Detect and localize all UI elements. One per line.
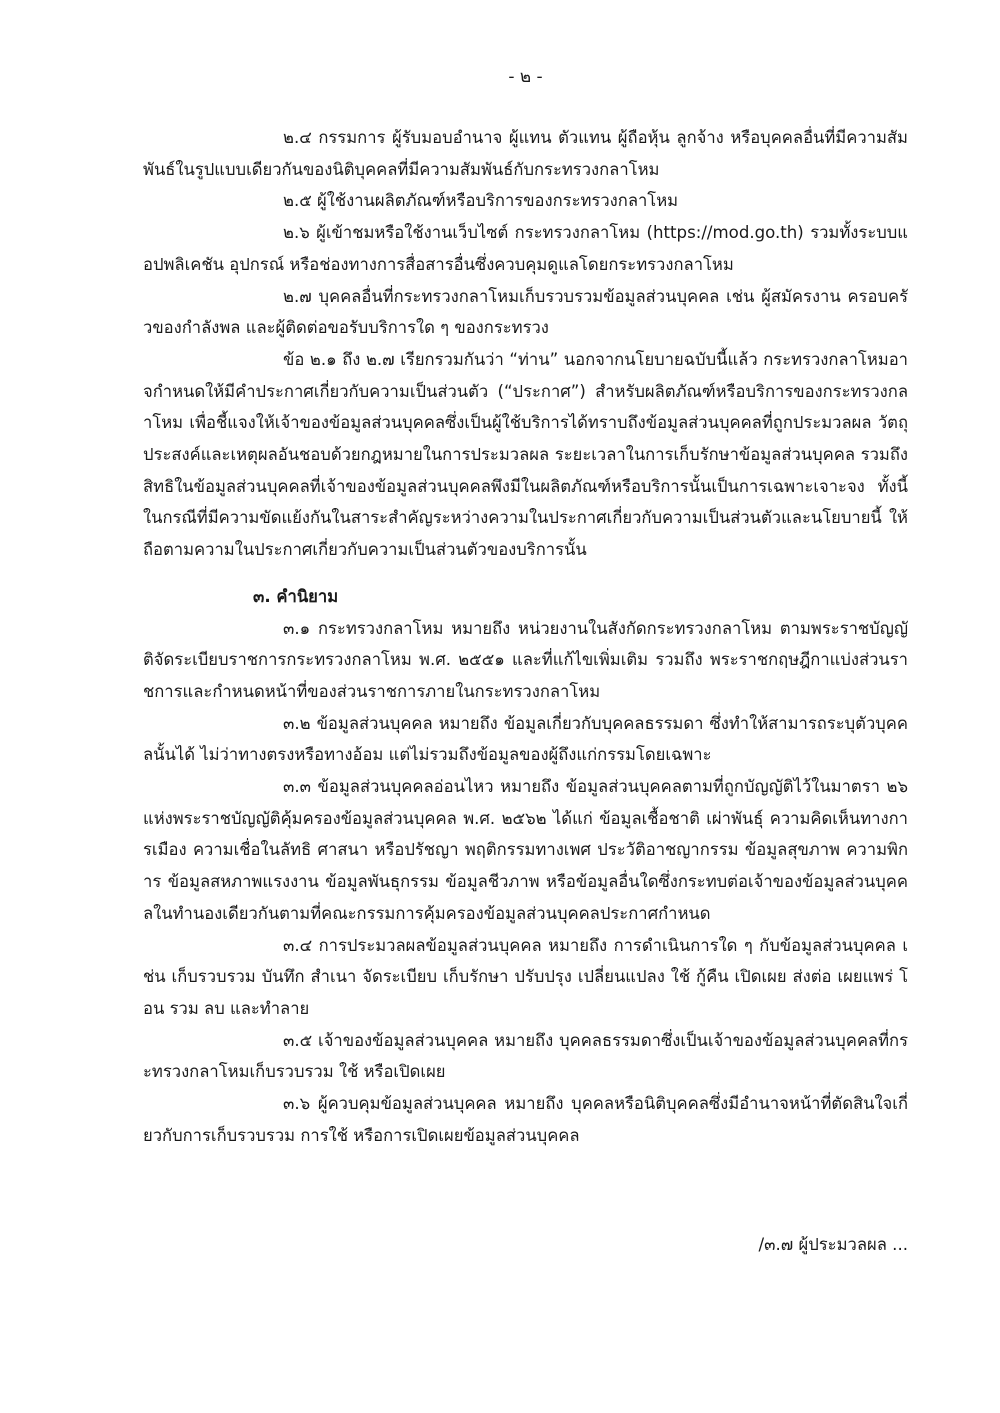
section-heading-definitions: ๓. คำนิยาม [253, 586, 339, 606]
document-page [143, 0, 908, 1413]
paragraph-3-5: ๓.๕ เจ้าของข้อมูลส่วนบุคคล หมายถึง บุคคลธรรมดาซึ่งเป็นเจ้าของข้อมูลส่วนบุคคลที่กระทรวงกลาโหมเก็บรวบรวม ใช้ หรือเปิดเผย [143, 1030, 908, 1082]
paragraph-2-7: ๒.๗ บุคคลอื่นที่กระทรวงกลาโหมเก็บรวบรวมข้อมูลส่วนบุคคล เช่น ผู้สมัครงาน ครอบครัวของกำลังพล และผู้ติดต่อขอรับบริการใด ๆ ของกระทรวง [143, 286, 908, 338]
paragraph-3-1: ๓.๑ กระทรวงกลาโหม หมายถึง หน่วยงานในสังกัดกระทรวงกลาโหม ตามพระราชบัญญัติจัดระเบียบราชการกระทรวงกลาโหม พ.ศ. ๒๕๕๑ และที่แก้ไขเพิ่มเติม รวมถึง พระราชกฤษฎีกาแบ่งส่วนราชการและกำหนดหน้าที่ของส่วนราชการภายในกระทรวงกลาโหม [143, 618, 908, 701]
paragraph-3-6: ๓.๖ ผู้ควบคุมข้อมูลส่วนบุคคล หมายถึง บุคคลหรือนิติบุคคลซึ่งมีอำนาจหน้าที่ตัดสินใจเกี่ยวกับการเก็บรวบรวม การใช้ หรือการเปิดเผยข้อมูลส่วนบุคคล [143, 1094, 908, 1145]
paragraph-2-4: ๒.๔ กรรมการ ผู้รับมอบอำนาจ ผู้แทน ตัวแทน ผู้ถือหุ้น ลูกจ้าง หรือบุคคลอื่นที่มีความสัมพันธ์ในรูปแบบเดียวกันของนิติบุคคลที่มีความสัมพันธ์กับกระทรวงกลาโหม [143, 128, 908, 179]
paragraph-3-3: ๓.๓ ข้อมูลส่วนบุคคลอ่อนไหว หมายถึง ข้อมูลส่วนบุคคลตามที่ถูกบัญญัติไว้ในมาตรา ๒๖ แห่งพระราชบัญญัติคุ้มครองข้อมูลส่วนบุคคล พ.ศ. ๒๕๖๒ ได้แก่ ข้อมูลเชื้อชาติ เผ่าพันธุ์ ความคิดเห็นทางการเมือง ความเชื่อในลัทธิ ศาสนา หรือปรัชญา พฤติกรรมทางเพศ ประวัติอาชญากรรม ข้อมูลสุขภาพ ความพิการ ข้อมูลสหภาพแรงงาน ข้อมูลพันธุกรรม ข้อมูลชีวภาพ หรือข้อมูลอื่นใดซึ่งกระทบต่อเจ้าของข้อมูลส่วนบุคคลในทำนองเดียวกันตามที่คณะกรรมการคุ้มครองข้อมูลส่วนบุคคลประกาศกำหนด [143, 777, 908, 923]
paragraph-2-6: ๒.๖ ผู้เข้าชมหรือใช้งานเว็บไซต์ กระทรวงกลาโหม (https://mod.go.th) รวมทั้งระบบแอปพลิเคชัน อุปกรณ์ หรือช่องทางการสื่อสารอื่นซึ่งควบคุมดูแลโดยกระทรวงกลาโหม [143, 223, 908, 274]
paragraph-3-4: ๓.๔ การประมวลผลข้อมูลส่วนบุคคล หมายถึง การดำเนินการใด ๆ กับข้อมูลส่วนบุคคล เช่น เก็บรวบรวม บันทึก สำเนา จัดระเบียบ เก็บรักษา ปรับปรุง เปลี่ยนแปลง ใช้ กู้คืน เปิดเผย ส่งต่อ เผยแพร่ โอน รวม ลบ และทำลาย [143, 935, 908, 1018]
page-number: - ๒ - [508, 67, 543, 87]
paragraph-summary: ข้อ ๒.๑ ถึง ๒.๗ เรียกรวมกันว่า “ท่าน” นอกจากนโยบายฉบับนี้แล้ว กระทรวงกลาโหมอาจกำหนดให้มีคำประกาศเกี่ยวกับความเป็นส่วนตัว (“ประกาศ”) สำหรับผลิตภัณฑ์หรือบริการของกระทรวงกลาโหม เพื่อชี้แจงให้เจ้าของข้อมูลส่วนบุคคลซึ่งเป็นผู้ใช้บริการได้ทราบถึงข้อมูลส่วนบุคคลที่ถูกประมวลผล วัตถุประสงค์และเหตุผลอันชอบด้วยกฎหมายในการประมวลผล ระยะเวลาในการเก็บรักษาข้อมูลส่วนบุคคล รวมถึงสิทธิในข้อมูลส่วนบุคคลที่เจ้าของข้อมูลส่วนบุคคลพึงมีในผลิตภัณฑ์หรือบริการนั้นเป็นการเฉพาะเจาะจง ทั้งนี้ ในกรณีที่มีความขัดแย้งกันในสาระสำคัญระหว่างความในประกาศเกี่ยวกับความเป็นส่วนตัวและนโยบายนี้ ให้ถือตามความในประกาศเกี่ยวกับความเป็นส่วนตัวของบริการนั้น [143, 349, 908, 560]
paragraph-3-2: ๓.๒ ข้อมูลส่วนบุคคล หมายถึง ข้อมูลเกี่ยวกับบุคคลธรรมดา ซึ่งทำให้สามารถระบุตัวบุคคลนั้นได้ ไม่ว่าทางตรงหรือทางอ้อม แต่ไม่รวมถึงข้อมูลของผู้ถึงแก่กรรมโดยเฉพาะ [143, 713, 908, 765]
body-text [143, 122, 908, 1152]
continuation-note: /๓.๗ ผู้ประมวลผล ... [758, 1235, 908, 1254]
paragraph-2-5: ๒.๕ ผู้ใช้งานผลิตภัณฑ์หรือบริการของกระทรวงกลาโหม [283, 191, 679, 211]
